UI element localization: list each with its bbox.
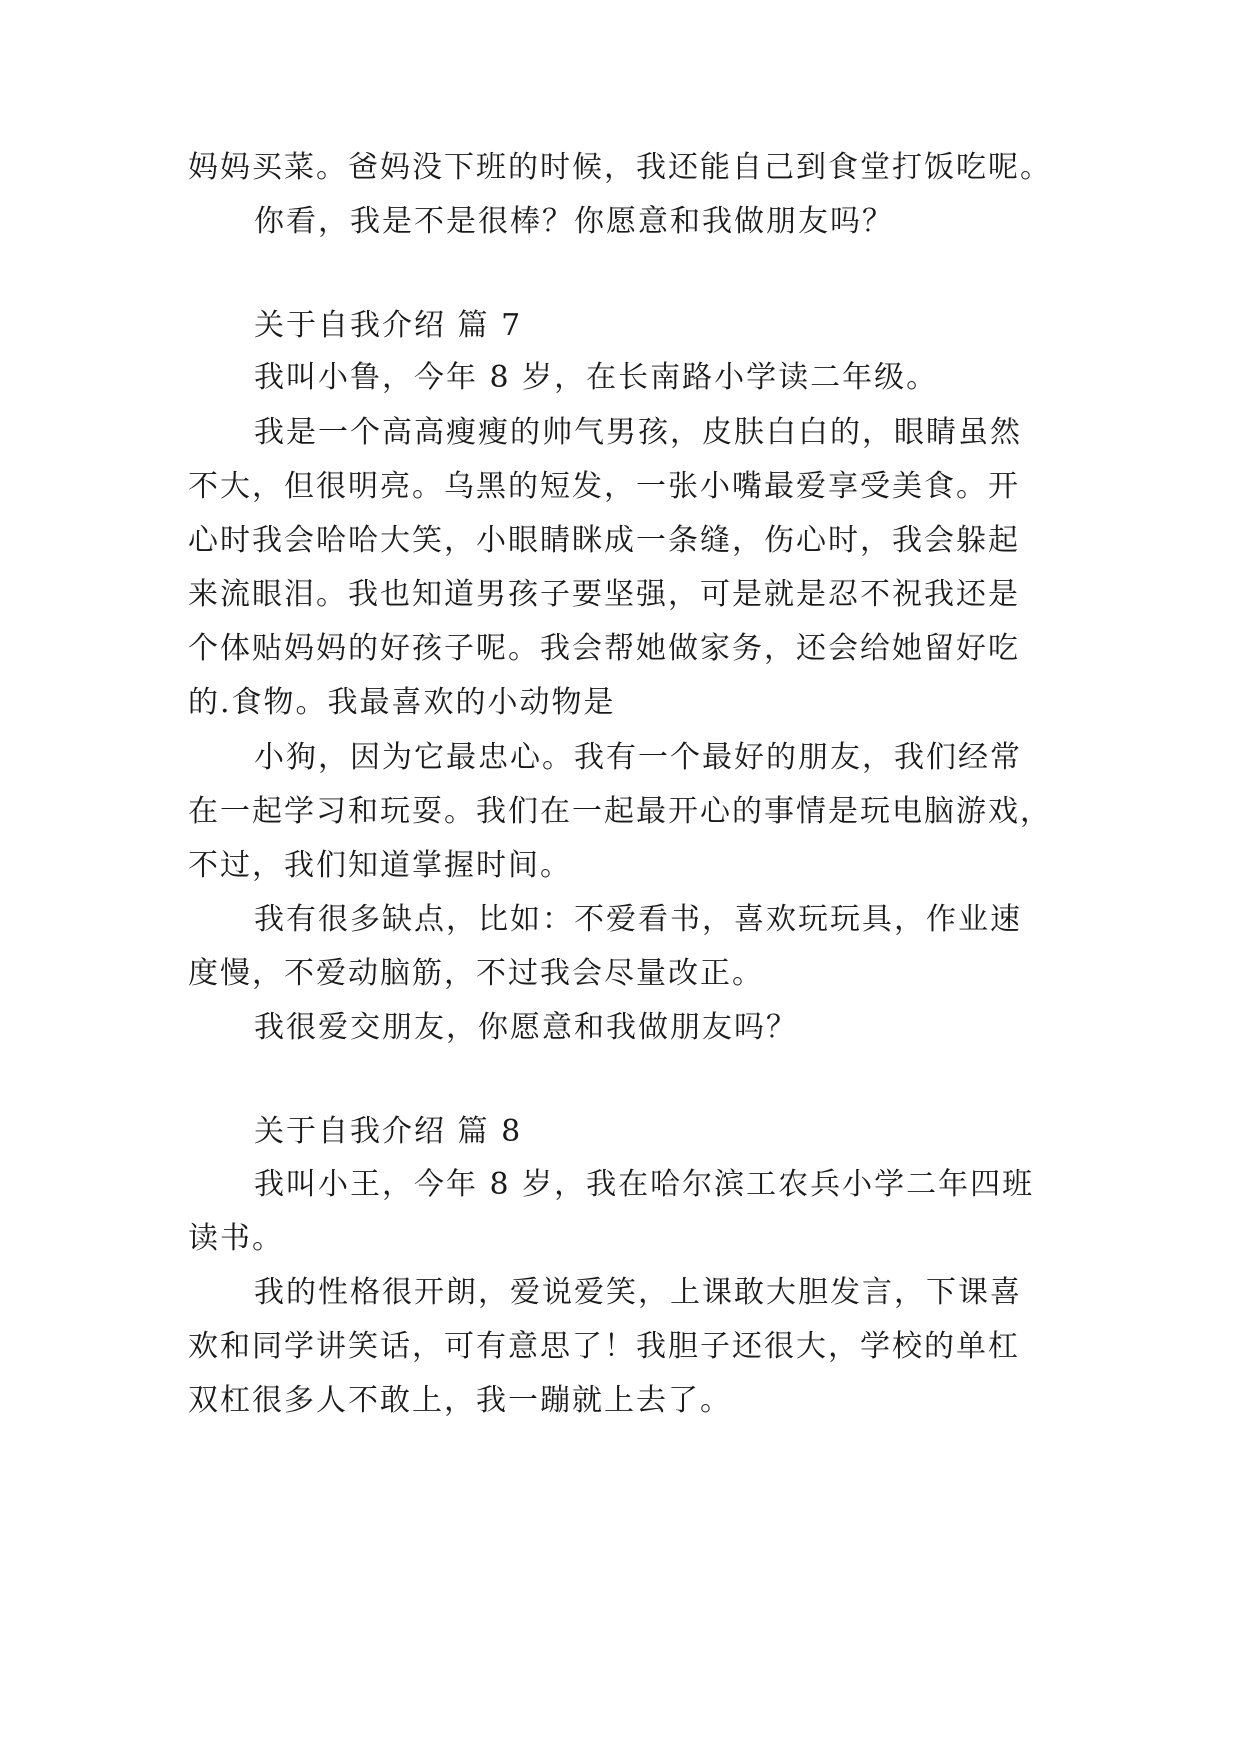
text-line: 妈妈买菜。爸妈没下班的时候，我还能自己到食堂打饭吃呢。 (188, 150, 1052, 185)
text-line: 你看，我是不是很棒？你愿意和我做朋友吗？ (254, 204, 894, 239)
text-line: 度慢，不爱动脑筋，不过我会尽量改正。 (188, 956, 764, 991)
text-line: 我很爱交朋友，你愿意和我做朋友吗？ (254, 1010, 798, 1045)
text-line: 读书。 (188, 1221, 284, 1256)
text-line: 个体贴妈妈的好孩子呢。我会帮她做家务，还会给她留好吃 (188, 631, 1020, 666)
text-line: 来流眼泪。我也知道男孩子要坚强，可是就是忍不祝我还是 (188, 577, 1020, 612)
section-heading: 关于自我介绍 篇 8 (254, 1114, 523, 1149)
text-line: 我的性格很开朗，爱说爱笑，上课敢大胆发言，下课喜 (254, 1275, 1022, 1310)
text-line: 我叫小王，今年 8 岁，我在哈尔滨工农兵小学二年四班 (254, 1167, 1035, 1202)
text-line: 欢和同学讲笑话，可有意思了！我胆子还很大，学校的单杠 (188, 1329, 1020, 1364)
text-line: 不过，我们知道掌握时间。 (188, 848, 572, 883)
text-line: 我是一个高高瘦瘦的帅气男孩，皮肤白白的，眼睛虽然 (254, 415, 1022, 450)
text-line: 双杠很多人不敢上，我一蹦就上去了。 (188, 1383, 732, 1418)
text-line: 在一起学习和玩耍。我们在一起最开心的事情是玩电脑游戏， (188, 794, 1052, 829)
text-line: 我有很多缺点，比如：不爱看书，喜欢玩玩具，作业速 (254, 902, 1022, 937)
text-line: 我叫小鲁，今年 8 岁，在长南路小学读二年级。 (254, 360, 939, 395)
text-line: 不大，但很明亮。乌黑的短发，一张小嘴最爱享受美食。开 (188, 469, 1020, 504)
text-line: 小狗，因为它最忠心。我有一个最好的朋友，我们经常 (254, 740, 1022, 775)
section-heading: 关于自我介绍 篇 7 (254, 308, 523, 343)
text-line: 心时我会哈哈大笑，小眼睛眯成一条缝，伤心时，我会躲起 (188, 523, 1020, 558)
text-line: 的.食物。我最喜欢的小动物是 (188, 685, 616, 720)
